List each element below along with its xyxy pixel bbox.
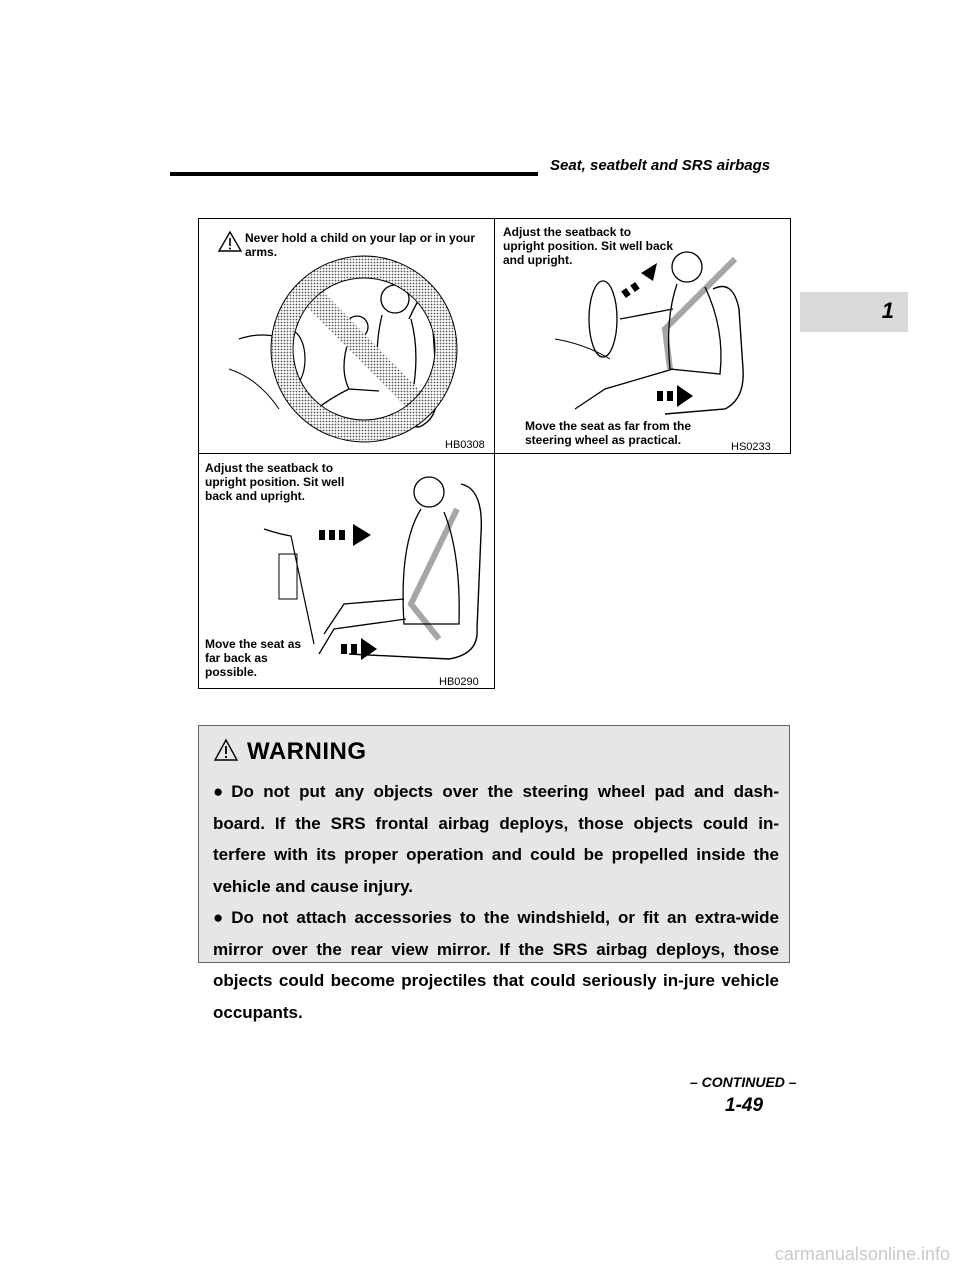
figure-caption-top: Adjust the seatback to upright position. Sit well back and upright. xyxy=(205,461,345,503)
warning-item: ● Do not put any objects over the steering wheel pad and dash-board. If the SRS frontal airbag deploys, those objects could in-terfere with its proper operation and could be propelled inside the vehicle and cause injury. xyxy=(213,776,779,902)
warning-box xyxy=(198,725,790,1022)
bullet-icon: ● xyxy=(213,782,224,801)
recline-arrow-icon xyxy=(621,263,657,298)
watermark xyxy=(0,1238,960,1268)
warning-item: ● Do not attach accessories to the windshield, or fit an extra-wide mirror over the rear view mirror. If the SRS airbag deploys, those objects could become projectiles that could seriously in-jure vehicle occupants. xyxy=(213,902,779,1028)
chapter-number: 1 xyxy=(881,298,894,323)
figure-child-on-lap xyxy=(198,218,495,454)
section-title: Seat, seatbelt and SRS airbags xyxy=(550,157,771,174)
chapter-tab xyxy=(800,292,908,332)
recline-arrow-icon xyxy=(319,524,371,546)
figure-driver-posture xyxy=(494,218,791,454)
page-number: 1-49 xyxy=(725,1095,764,1116)
slide-arrow-icon xyxy=(341,638,377,660)
warning-triangle-icon xyxy=(213,738,239,762)
header-rule xyxy=(170,172,538,176)
bullet-icon: ● xyxy=(213,908,224,927)
figure-caption: Never hold a child on your lap or in your arms. xyxy=(245,231,476,259)
warning-body xyxy=(213,776,779,1028)
watermark-text: carmanualsonline.info xyxy=(774,1244,950,1264)
figure-code: HB0290 xyxy=(439,676,479,688)
figure-caption-top: Adjust the seatback to upright position. Sit well back and upright. xyxy=(503,225,674,267)
slide-arrow-icon xyxy=(657,385,693,407)
continued-label: – CONTINUED – xyxy=(690,1074,797,1090)
figure-caption-bottom: Move the seat as far from the steering wheel as practical. xyxy=(525,419,692,447)
figure-caption-bottom: Move the seat as far back as possible. xyxy=(205,637,302,679)
figure-code: HS0233 xyxy=(731,441,771,453)
warning-triangle-icon xyxy=(219,232,241,251)
figure-code: HB0308 xyxy=(445,439,485,451)
warning-title: WARNING xyxy=(247,738,367,765)
figure-passenger-posture xyxy=(198,453,495,689)
